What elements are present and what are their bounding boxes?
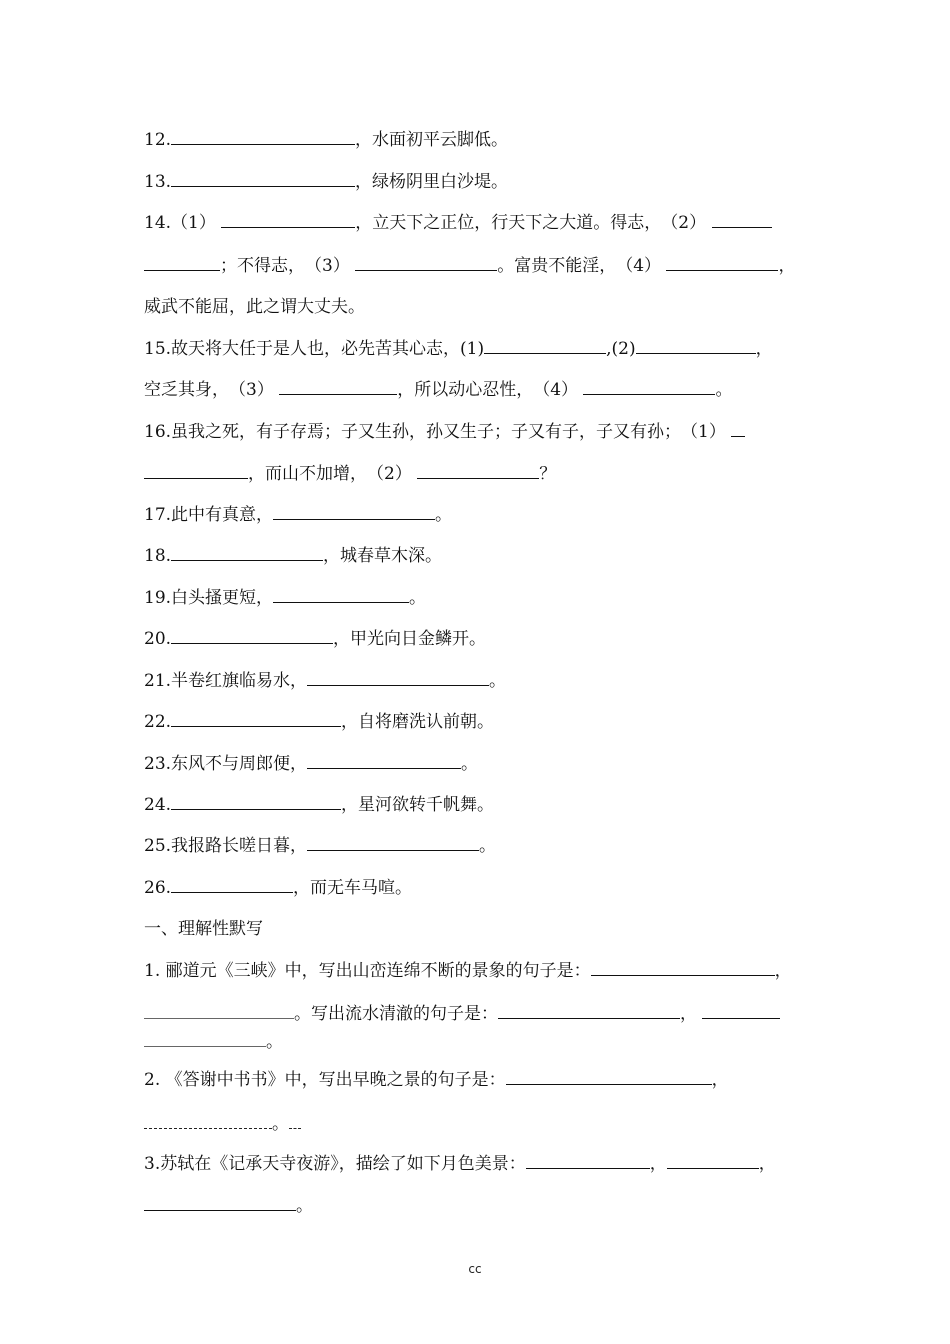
text: 。写出流水清澈的句子是： <box>294 1004 498 1024</box>
comprehension-question-1-line2 <box>144 1002 780 1026</box>
question-13 <box>144 170 508 194</box>
answer-blank[interactable] <box>307 671 489 686</box>
answer-blank-3[interactable] <box>144 1196 296 1211</box>
answer-blank-4[interactable] <box>666 256 778 271</box>
text: 17.此中有真意， <box>144 505 274 525</box>
answer-blank-1[interactable] <box>731 422 745 437</box>
text: ，立天下之正位，行天下之大道。得志， <box>355 213 662 233</box>
answer-blank[interactable] <box>273 588 409 603</box>
text: （4） <box>533 380 579 400</box>
text: 20. <box>144 629 172 649</box>
text: 3.苏轼在《记承天寺夜游》，描绘了如下月色美景： <box>144 1154 526 1174</box>
text: （2） <box>367 464 412 484</box>
text: （3） <box>229 380 274 400</box>
question-23 <box>144 752 478 776</box>
question-18 <box>144 544 442 568</box>
text: 24. <box>144 795 172 815</box>
text: 空乏其身， <box>144 380 229 400</box>
text: 。 <box>489 671 507 691</box>
answer-blank-3-cont[interactable] <box>144 1032 266 1047</box>
answer-blank-2[interactable] <box>417 464 539 479</box>
question-24 <box>144 793 494 817</box>
text: ， <box>680 1004 697 1024</box>
text: 19.白头搔更短， <box>144 588 274 608</box>
question-14 <box>144 211 772 235</box>
question-25 <box>144 834 496 858</box>
question-15-line2 <box>144 378 732 402</box>
answer-blank-1[interactable] <box>591 961 775 976</box>
heading-text: 一、理解性默写 <box>144 919 263 939</box>
text: 22. <box>144 712 172 732</box>
answer-blank-1[interactable] <box>526 1154 650 1169</box>
question-17 <box>144 503 452 527</box>
question-15 <box>144 337 773 361</box>
text: （2） <box>661 213 707 233</box>
number: 14. <box>144 213 172 233</box>
text: ， <box>774 961 792 981</box>
comprehension-question-2-line2 <box>144 1112 301 1136</box>
text: （1） <box>171 213 216 233</box>
answer-blank-2-cont[interactable] <box>144 256 220 271</box>
number: 13. <box>144 172 172 192</box>
answer-blank-2[interactable] <box>712 213 772 228</box>
answer-blank-1-cont[interactable] <box>144 464 248 479</box>
text: ，自将磨洗认前朝。 <box>341 712 495 732</box>
page-footer: cc <box>468 1262 482 1276</box>
text: ,(2) <box>606 339 636 359</box>
text: ，星河欲转千帆舞。 <box>341 795 495 815</box>
answer-blank[interactable] <box>171 172 355 187</box>
text: 23.东风不与周郎便， <box>144 754 308 774</box>
answer-blank-2[interactable] <box>667 1154 759 1169</box>
text: ，所以动心忍性， <box>397 380 534 400</box>
text: ， <box>649 1154 667 1174</box>
question-21 <box>144 669 506 693</box>
text: 25.我报路长嗟日暮， <box>144 836 308 856</box>
text: 。 <box>272 1114 289 1134</box>
text: ？ <box>539 464 557 484</box>
answer-blank-2[interactable] <box>636 339 756 354</box>
answer-blank-3[interactable] <box>702 1004 780 1019</box>
text: 。 <box>266 1032 283 1052</box>
number: 12. <box>144 130 172 150</box>
text: 。 <box>461 754 479 774</box>
text: ，而无车马喧。 <box>293 878 413 898</box>
text: （1） <box>681 422 726 442</box>
answer-blank[interactable] <box>273 505 435 520</box>
section-heading <box>144 917 263 941</box>
text: 。 <box>296 1196 313 1216</box>
comprehension-question-3 <box>144 1152 776 1176</box>
text: 。 <box>435 505 453 525</box>
question-12 <box>144 128 508 152</box>
question-26 <box>144 876 412 900</box>
question-22 <box>144 710 494 734</box>
text: （3） <box>305 256 350 276</box>
question-20 <box>144 627 486 651</box>
text: 。 <box>479 836 497 856</box>
text: ，甲光向日金鳞开。 <box>333 629 487 649</box>
text: ， <box>778 256 796 276</box>
question-14-line2 <box>144 254 795 278</box>
text: 21.半卷红旗临易水， <box>144 671 308 691</box>
text: （4） <box>616 256 662 276</box>
text: 26. <box>144 878 172 898</box>
text: ， <box>758 1154 776 1174</box>
text: 。富贵不能淫， <box>497 256 617 276</box>
answer-blank[interactable] <box>171 629 333 644</box>
answer-blank-3[interactable] <box>355 256 497 271</box>
text: 2. 《答谢中书书》中，写出早晚之景的句子是： <box>144 1070 506 1090</box>
text: 18. <box>144 546 172 566</box>
answer-blank-1-cont[interactable] <box>144 1004 294 1019</box>
comprehension-question-2 <box>144 1068 729 1092</box>
question-16 <box>144 420 745 444</box>
text: ，水面初平云脚低。 <box>355 130 509 150</box>
text: 16.虽我之死，有子存焉；子又生孙，孙又生子；子又有子，子又有孙； <box>144 422 682 442</box>
text: 1. 郦道元《三峡》中，写出山峦连绵不断的景象的句子是： <box>144 961 591 981</box>
text: ， <box>711 1070 729 1090</box>
answer-blank[interactable] <box>171 712 341 727</box>
question-16-line2 <box>144 462 556 486</box>
text: ，而山不加增， <box>248 464 367 484</box>
dash-trail <box>289 1114 301 1129</box>
answer-blank[interactable] <box>171 130 355 145</box>
text: 。 <box>409 588 427 608</box>
answer-blank[interactable] <box>171 795 341 810</box>
answer-blank[interactable] <box>171 878 293 893</box>
text: ；不得志， <box>220 256 305 276</box>
answer-blank-4[interactable] <box>583 380 715 395</box>
answer-blank-2[interactable] <box>498 1004 680 1019</box>
answer-blank[interactable] <box>307 754 461 769</box>
answer-blank-1[interactable] <box>484 339 606 354</box>
text: ，城春草木深。 <box>323 546 443 566</box>
text: 。 <box>715 380 733 400</box>
question-19 <box>144 586 426 610</box>
text: ，绿杨阴里白沙堤。 <box>355 172 509 192</box>
answer-blank-1-cont[interactable] <box>144 1114 272 1129</box>
answer-blank-3[interactable] <box>279 380 397 395</box>
answer-blank[interactable] <box>171 546 323 561</box>
comprehension-question-1-line3 <box>144 1030 283 1054</box>
text: 威武不能屈，此之谓大丈夫。 <box>144 297 365 317</box>
question-14-line3 <box>144 295 365 319</box>
comprehension-question-3-line2 <box>144 1194 313 1218</box>
text: ， <box>755 339 773 359</box>
answer-blank-1[interactable] <box>506 1070 712 1085</box>
comprehension-question-1 <box>144 959 792 983</box>
text: 15.故天将大任于是人也，必先苦其心志，(1) <box>144 339 485 359</box>
answer-blank-1[interactable] <box>221 213 355 228</box>
answer-blank[interactable] <box>307 836 479 851</box>
